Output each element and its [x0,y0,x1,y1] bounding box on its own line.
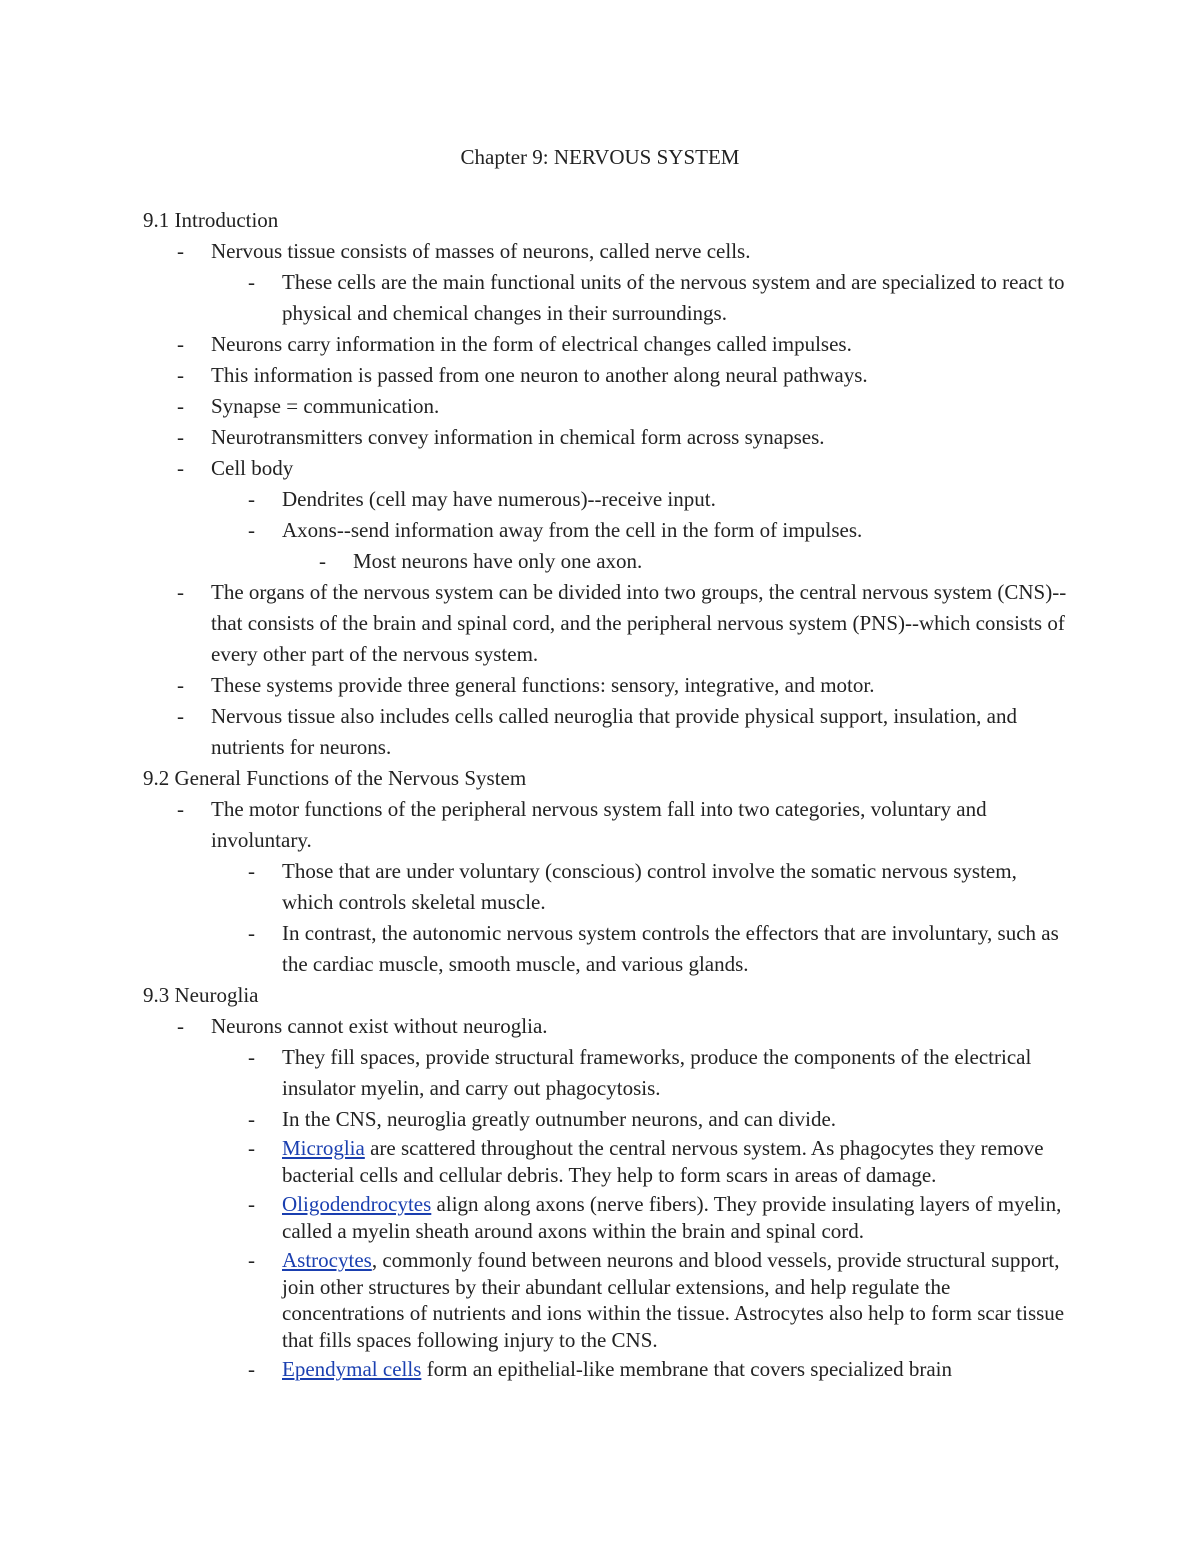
bullet-dash: - [177,704,184,728]
list-item: - Neurons carry information in the form of electrical changes called impulses. [143,329,1073,360]
list-item: - Cell body [143,453,1073,484]
list-item: - Those that are under voluntary (conscious) control involve the somatic nervous system, which controls skeletal muscle. [143,856,1073,918]
list-item: - This information is passed from one neuron to another along neural pathways. [143,360,1073,391]
bullet-dash: - [248,1136,255,1160]
bullet-dash: - [177,580,184,604]
list-item: - In contrast, the autonomic nervous system controls the effectors that are involuntary, such as the cardiac muscle, smooth muscle, and various glands. [143,918,1073,980]
list-item: - Neurons cannot exist without neuroglia. [143,1011,1073,1042]
bullet-dash: - [248,270,255,294]
bullet-dash: - [248,1357,255,1381]
bullet-dash: - [177,394,184,418]
bullet-dash: - [248,1107,255,1131]
bullet-dash: - [319,549,326,573]
bullet-dash: - [177,239,184,263]
bullet-dash: - [177,363,184,387]
bullet-dash: - [248,921,255,945]
list-item: - Most neurons have only one axon. [143,546,1073,577]
section-heading: 9.1 Introduction [143,208,279,232]
section-heading: 9.3 Neuroglia [143,983,259,1007]
bullet-dash: - [177,425,184,449]
bullet-dash: - [248,518,255,542]
microglia-link[interactable]: Microglia [282,1136,365,1160]
list-item: - They fill spaces, provide structural frameworks, produce the components of the electrical insulator myelin, and carry out phagocytosis. [143,1042,1073,1104]
list-item: - Nervous tissue also includes cells called neuroglia that provide physical support, insulation, and nutrients for neurons. [143,701,1073,763]
list-item: - Nervous tissue consists of masses of neurons, called nerve cells. [143,236,1073,267]
list-item: - The motor functions of the peripheral nervous system fall into two categories, voluntary and involuntary. [143,794,1073,856]
bullet-dash: - [177,1014,184,1038]
list-item: - Oligodendrocytes align along axons (nerve fibers). They provide insulating layers of myelin, called a myelin sheath around axons within the brain and spinal cord. [248,1192,1062,1243]
chapter-title: Chapter 9: NERVOUS SYSTEM [460,145,740,169]
bullet-dash: - [177,332,184,356]
ependymal-cells-link[interactable]: Ependymal cells [282,1357,422,1381]
section-heading: 9.2 General Functions of the Nervous System [143,766,527,790]
bullet-dash: - [177,673,184,697]
list-item: - These systems provide three general functions: sensory, integrative, and motor. [143,670,1073,701]
bullet-dash: - [248,1045,255,1069]
list-item: - These cells are the main functional units of the nervous system and are specialized to react to physical and chemical changes in their surroundings. [143,267,1073,329]
list-item: - The organs of the nervous system can be divided into two groups, the central nervous system (CNS)--that consists of the brain and spinal cord, and the peripheral nervous system (PNS)--which consists of every other part of the nervous system. [143,577,1073,670]
list-item: - Axons--send information away from the cell in the form of impulses. [143,515,1073,546]
bullet-dash: - [248,487,255,511]
oligodendrocytes-link[interactable]: Oligodendrocytes [282,1192,432,1216]
document-body [143,205,1073,1383]
astrocytes-link[interactable]: Astrocytes [282,1248,372,1272]
bullet-dash: - [248,859,255,883]
list-item: - In the CNS, neuroglia greatly outnumber neurons, and can divide. [143,1104,1073,1135]
bullet-dash: - [248,1192,255,1216]
list-item: - Synapse = communication. [143,391,1073,422]
list-item: - Neurotransmitters convey information in chemical form across synapses. [143,422,1073,453]
list-item: - Ependymal cells form an epithelial-like membrane that covers specialized brain [248,1357,952,1381]
list-item: - Dendrites (cell may have numerous)--receive input. [143,484,1073,515]
list-item: - Microglia are scattered throughout the central nervous system. As phagocytes they remove bacterial cells and cellular debris. They help to form scars in areas of damage. [248,1136,1044,1187]
bullet-dash: - [177,456,184,480]
bullet-dash: - [177,797,184,821]
bullet-dash: - [248,1248,255,1272]
list-item: - Astrocytes, commonly found between neurons and blood vessels, provide structural support, join other structures by their abundant cellular extensions, and help regulate the concentrations of nutrients and ions within the tissue. Astrocytes also help to form scar tissue that fills spaces following injury to the CNS. [248,1248,1065,1352]
